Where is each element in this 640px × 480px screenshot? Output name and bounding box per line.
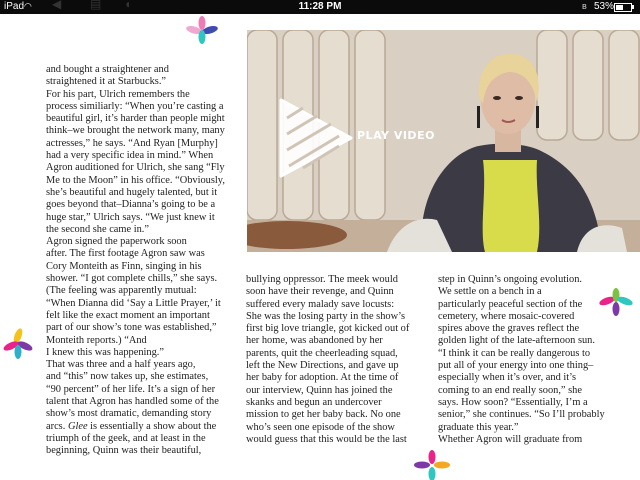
article-line: process similiarly: “When you’re casting a — [46, 100, 224, 112]
article-line: graduate this year.” — [438, 421, 519, 433]
bluetooth-icon: ʙ — [582, 1, 587, 11]
article-column-3 — [438, 274, 628, 446]
video-player[interactable] — [247, 30, 640, 252]
article-line: suffered every malady save locusts: — [246, 298, 395, 310]
article-line: the second she came in.” — [46, 223, 149, 235]
article-line: For his part, Ulrich remembers the — [46, 88, 190, 100]
article-line: she’s beautiful and hugely talented, but it — [46, 186, 218, 198]
article-line: Me to the Moon” in his office. “Obviously, — [46, 174, 225, 186]
article-line: soon have their revenge, and Quinn — [246, 286, 394, 298]
article-line: bullying oppressor. The meek would — [246, 274, 398, 285]
article-line: talent that Agron has handled some of the — [46, 396, 219, 408]
article-line: would guess that this would be the last — [246, 433, 407, 445]
article-line: That was three and a half years ago, — [46, 359, 196, 371]
article-column-2 — [246, 274, 436, 446]
article-line: goes beyond that–Dianna’s going to be a — [46, 199, 216, 211]
article-line: Agron signed the paperwork soon — [46, 236, 187, 248]
article-line: and bought a straightener and — [46, 64, 169, 75]
flower-ornament-left-icon — [2, 328, 34, 360]
article-line: She was the losing party in the show’s — [246, 310, 406, 322]
article-line: “When Dianna did ‘Say a Little Prayer,’ it — [46, 297, 221, 309]
article-line: and “this” now takes up, she estimates, — [46, 371, 209, 383]
article-line: “90 percent” of her life. It’s a sign of her — [46, 383, 216, 395]
article-line: senior,” she continues. “So I’ll probably — [438, 409, 605, 421]
article-line: Whether Agron will graduate from — [438, 433, 583, 445]
article-line: Cory Monteith as Finn, singing in his — [46, 260, 202, 272]
article-line: cemetery, where mosaic-covered — [438, 310, 575, 322]
article-line: actresses,” he says. “And Ryan [Murphy] — [46, 137, 218, 149]
battery-fill — [616, 5, 623, 10]
battery-nub — [632, 5, 634, 9]
article-line: I knew this was happening.” — [46, 346, 165, 358]
article-line: who’s seen one episode of the show — [246, 421, 395, 433]
volume-icon: ◖ — [124, 0, 132, 11]
article-line: parents, quit the cheerleading squad, — [246, 347, 398, 359]
article-line: beginning, Quinn was their beautiful, — [46, 445, 202, 457]
article-line: (The feeling was apparently mutual: — [46, 285, 197, 297]
article-line: put all of your energy into one thing– — [438, 360, 594, 372]
article-line: Agron auditioned for Ulrich, she sang “Fly — [46, 162, 225, 174]
article-line: spires above the graves reflect the — [438, 323, 580, 335]
article-line: mission to get her baby back. No one — [246, 409, 401, 421]
library-icon: ▤ — [90, 0, 102, 11]
article-line: her home, was abandoned by her — [246, 335, 383, 347]
article-line: show’s most dramatic, demanding story — [46, 408, 212, 420]
status-bar — [0, 0, 640, 14]
article-line: felt like the exact moment an important — [46, 309, 210, 321]
status-time: 11:28 PM — [298, 1, 342, 12]
article-line: “I think it can be really dangerous to — [438, 347, 591, 359]
battery-percent: 53% — [594, 1, 615, 12]
article-line: particularly peaceful section of the — [438, 298, 583, 310]
article-line: first big love triangle, got kicked out of — [246, 323, 410, 335]
article-line: left the New Directions, and gave up — [246, 360, 399, 372]
article-line: straightened it at Starbucks.” — [46, 76, 167, 88]
article-line: huge star,” Ulrich says. “We just knew it — [46, 211, 215, 223]
article-line: golden light of the late-afternoon sun. — [438, 335, 595, 347]
article-line: part of our show’s tone was established,” — [46, 322, 217, 334]
play-video-icon[interactable] — [277, 96, 355, 180]
article-line: arcs. Glee is essentially a show about the — [46, 420, 217, 432]
article-line: We settle on a bench in a — [438, 286, 542, 298]
device-name: iPad — [4, 1, 25, 12]
article-line: coming to an end really soon,” she — [438, 384, 582, 396]
play-video-label[interactable]: PLAY VIDEO — [357, 129, 435, 142]
article-line: think–we brought the network many, many — [46, 125, 225, 137]
battery-icon — [614, 3, 632, 12]
article-line: Monteith reports.) “And — [46, 334, 147, 346]
article-line: shower. “I got complete chills,” she says. — [46, 273, 218, 285]
article-line: skanks and begun an undercover — [246, 396, 382, 408]
article-line: our interview, Quinn has joined the — [246, 384, 393, 396]
article-line: step in Quinn’s ongoing evolution. — [438, 274, 583, 285]
flower-ornament-bottom-icon — [414, 450, 450, 480]
article-line: her baby for adoption. At the time of — [246, 372, 399, 384]
article-line: especially when it’s over, and it’s — [438, 372, 577, 384]
flower-ornament-top-icon — [184, 16, 220, 44]
article-line: beautiful girl, it’s harder than people might — [46, 113, 225, 125]
article-line: triumph of the geek, and at least in the — [46, 432, 206, 444]
back-arrow-icon: ◀ — [52, 0, 62, 11]
article-line: after. The first footage Agron saw was — [46, 248, 205, 260]
article-line: says. How soon? “Essentially, I’m a — [438, 396, 588, 408]
article-column-1 — [46, 64, 246, 458]
article-line: had a very specific idea in mind.” When — [46, 150, 214, 162]
wifi-icon: ◠ — [24, 1, 32, 11]
